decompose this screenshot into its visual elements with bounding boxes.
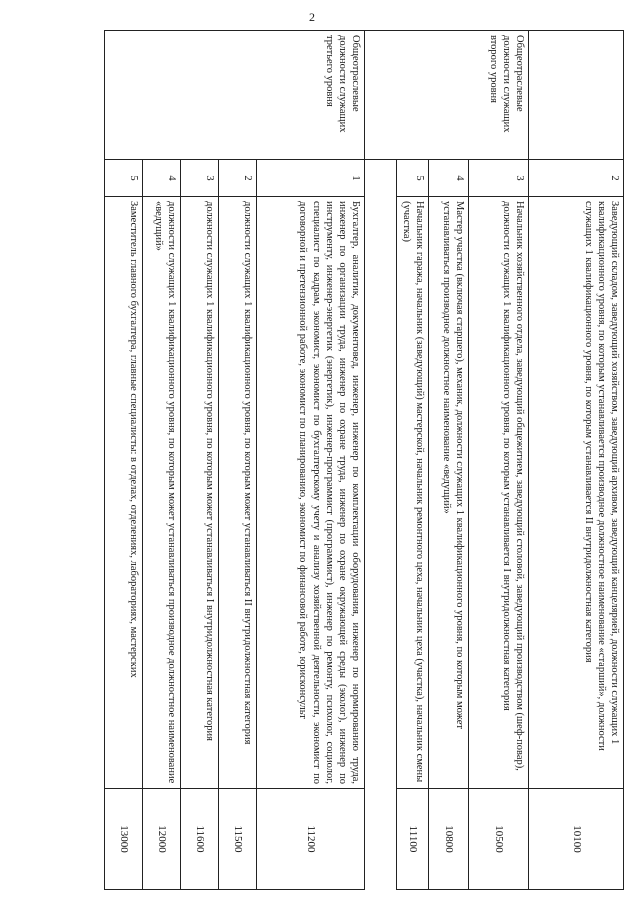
row-number: 2 (219, 160, 257, 197)
group-cell-second-level: Общеотраслевые должности служащих второго уровня (365, 31, 529, 160)
position-description: Мастер участка (включая старшего), механик, должности служащих 1 квалификационного уровня, по которым может устанавливаться производное должностное наименование «ведущий» (429, 197, 469, 789)
position-description: Начальник хозяйственного отдела, заведующий общежитием, заведующий столовой, заведующий производством (шеф-повар), должности служащих 1 квалификационного уровня, по которым устанавливается I внутридолжностная категория (469, 197, 529, 789)
salary-value: 10500 (469, 789, 529, 890)
page-number: 2 (309, 10, 315, 24)
position-description: должности служащих 1 квалификационного уровня, по которым может устанавливаться I внутридолжностная категория (181, 197, 219, 789)
position-description: Заведующий складом, заведующий хозяйством, заведующий архивом, заведующий канцелярией, должности служащих 1 квалификационного уровня, по которым устанавливается производное должностное наименование «старший», должности служащих 1 квалификационного уровня, по которым устанавливается II внутридолжностная категория (529, 197, 624, 789)
row-number: 5 (397, 160, 429, 197)
salary-value: 11200 (257, 789, 365, 890)
table-row (469, 31, 529, 890)
salary-table (104, 30, 624, 890)
row-number: 5 (105, 160, 143, 197)
salary-value: 13000 (105, 789, 143, 890)
salary-value: 11100 (397, 789, 429, 890)
row-number: 4 (143, 160, 181, 197)
salary-value: 10800 (429, 789, 469, 890)
group-cell-third-level: Общеотраслевые должности служащих третьего уровня (105, 31, 365, 160)
table-row (143, 31, 181, 890)
position-description: должности служащих 1 квалификационного уровня, по которым может устанавливаться II внутридолжностная категория (219, 197, 257, 789)
row-number: 1 (257, 160, 365, 197)
row-number: 3 (181, 160, 219, 197)
table-row (105, 31, 143, 890)
row-number: 2 (529, 160, 624, 197)
position-description: Бухгалтер, аналитик, документовед, инженер, инженер по комплектации оборудования, инженер по нормированию труда, инженер по организации труда, инженер по охране труда, инженер по охране окружающей среды (эколог), инженер по инструменту, инженер-энергетик (энергетик), инженер-программист (программист), инженер по ремонту, психолог, социолог, специалист по кадрам, экономист, экономист по бухгалтерскому учету и анализу хозяйственной деятельности, экономист по договорной и претензионной работе, экономист по планированию, экономист по финансовой работе, юрисконсульт (257, 197, 365, 789)
position-description: Начальник гаража, начальник (заведующий) мастерской, начальник ремонтного цеха, начальник цеха (участка), начальник смены (участка) (397, 197, 429, 789)
salary-value: 11600 (181, 789, 219, 890)
position-description: Заместитель главного бухгалтера, главные специалисты: в отделах, отделениях, лабораториях, мастерских (105, 197, 143, 789)
rotated-table-wrapper (104, 30, 624, 890)
table-row (429, 31, 469, 890)
table-row (181, 31, 219, 890)
position-description: должности служащих 1 квалификационного уровня, по которым может устанавливаться производное должностное наименование «ведущий» (143, 197, 181, 789)
table-row (529, 31, 624, 890)
row-number: 4 (429, 160, 469, 197)
group-cell-second-level-top (529, 31, 624, 160)
salary-value: 10100 (529, 789, 624, 890)
table-row (257, 31, 365, 890)
salary-value: 11500 (219, 789, 257, 890)
table-row (397, 31, 429, 890)
table-row (219, 31, 257, 890)
row-number: 3 (469, 160, 529, 197)
salary-value: 12000 (143, 789, 181, 890)
rotated-table-inner (104, 30, 624, 890)
